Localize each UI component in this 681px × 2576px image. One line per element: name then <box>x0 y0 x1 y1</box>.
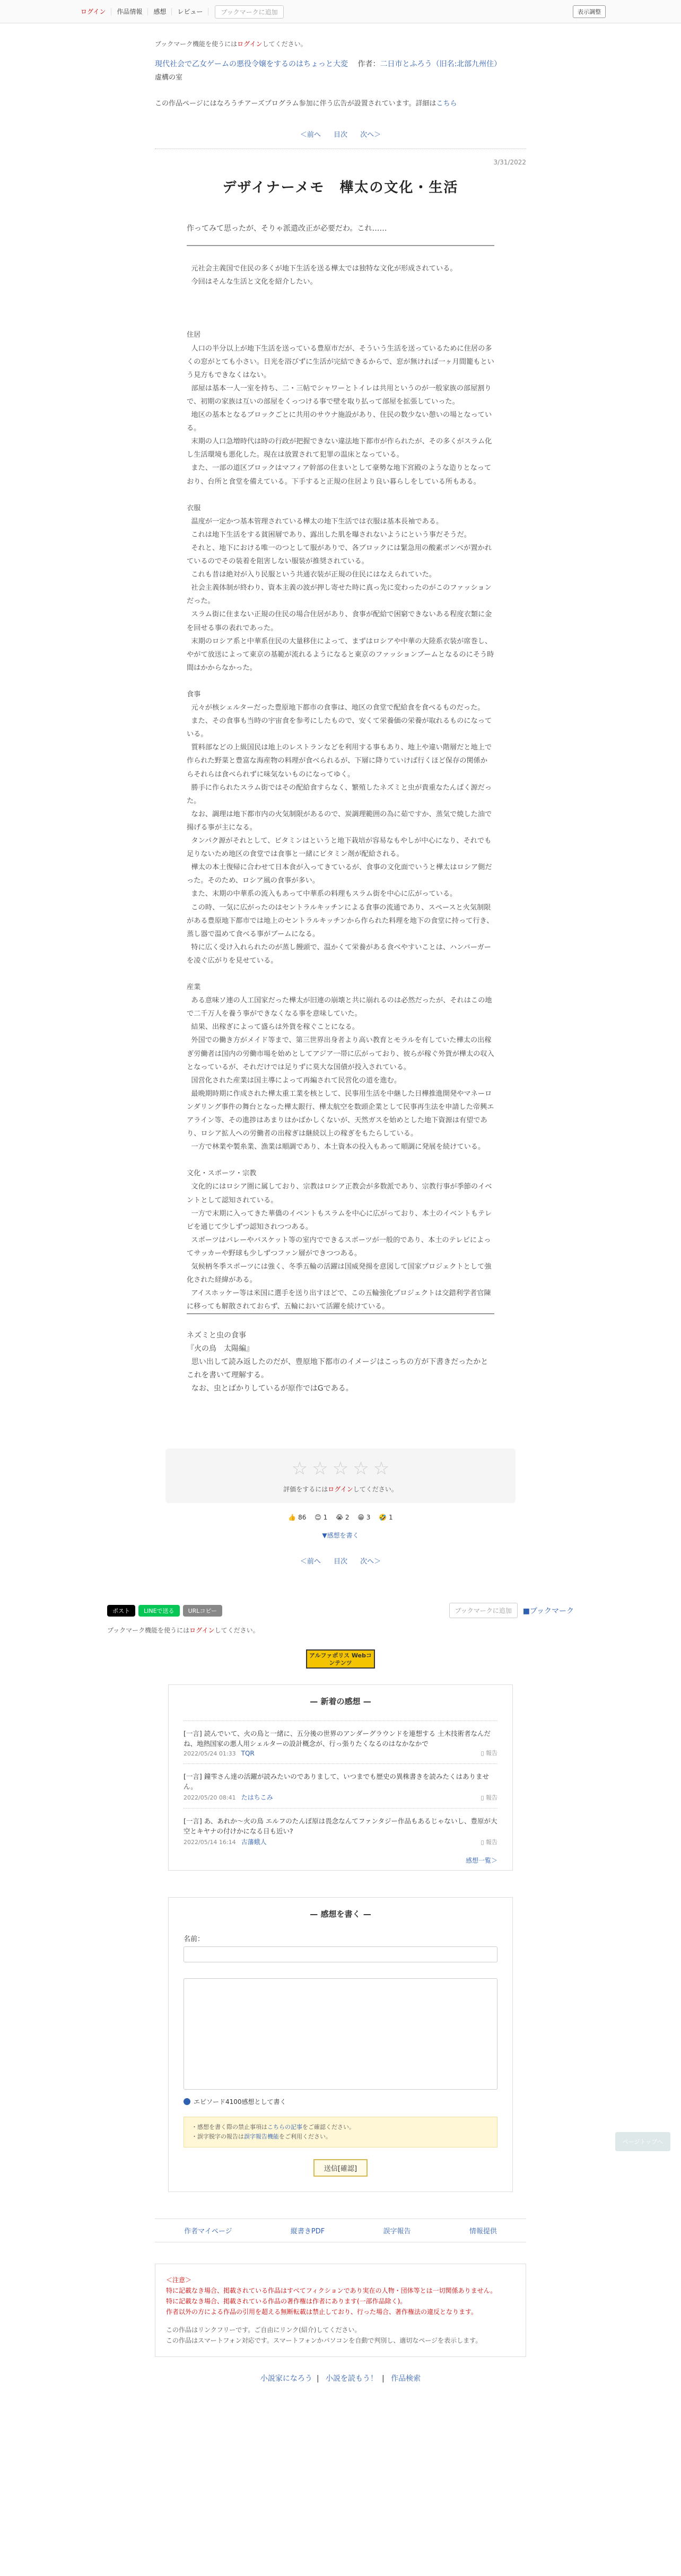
impression-user[interactable]: 古藩蛾人 <box>241 1838 267 1846</box>
reaction-smile[interactable] <box>315 1514 327 1521</box>
alphapolis-logo[interactable]: アルファポリス Webコンテンツ <box>306 1649 375 1669</box>
bookmark-note-text-end: してください。 <box>262 40 307 48</box>
impression-item <box>184 1808 497 1853</box>
author-link[interactable]: 二日市とふろう（旧名:北部九州住） <box>380 60 502 68</box>
work-title-row <box>155 59 526 69</box>
episode-check[interactable] <box>184 2097 497 2106</box>
pager-top <box>155 129 526 139</box>
bookmark-link[interactable]: ■ブックマーク <box>522 1606 574 1616</box>
search-link[interactable]: 作品検索 <box>391 2374 421 2383</box>
episode-check-label: エピソード4100感想として書く <box>194 2098 286 2106</box>
reaction-count: 86 <box>298 1514 307 1522</box>
impression-meta <box>184 1793 497 1802</box>
chapter-title: デザイナーメモ 樺太の文化・生活 <box>222 180 459 196</box>
bottom-links: 小説家になろう | 小説を読もう！ | 作品検索 <box>260 2374 421 2383</box>
cry-icon: 😭 <box>336 1514 344 1522</box>
latest-impressions-title: — 新着の感想 — <box>310 1697 371 1707</box>
reaction-count: 2 <box>345 1514 350 1522</box>
rules-link[interactable]: こちらの記事 <box>267 2124 302 2131</box>
toc-link[interactable]: 目次 <box>333 131 347 139</box>
impression-meta <box>184 1837 497 1846</box>
episode-body: 元社会主義国で住民の多くが地下生活を送る樺太では独特な文化が形成されている。 今回はそんな生活と文化を紹介したい。 住居 人口の半分以上が地下生活を送っている豊原市だが、そういう生活を送っているために住居の多くの窓がとても小さい。日光を浴びずに生活が完結できるからで、窓が無ければ一ヶ月間籠もという見方もできなくはない。 部屋は基本一人一室を持ち、二・三帖でシャワーとトイレは共用というのが一般家族の部屋割りで、初期の家族は互いの部屋をくっつける事で壁を取り払って部屋を拡張していった。 地区の基本となるブロックごとに共用のサウナ施設があり、住民の数少ない憩いの場となっている。 末期の人口急増時代は時の行政が把握できない違法地下都市が作られたが、その多くがスラム化し生活環境も悪化した。現在は放置されて犯罪の温床となっている。 また、一部の道区ブロックはマフィア幹部の住まいとして豪勢な地下宮殿のような造りとなっており、台所と食堂を備えている。下手すると正規の住居より良い暮らしをしている所もある。 衣服 温度が一定かつ基本管理されている樺太の地下生活では衣服は基本長袖である。 これは地下生活をする貧困層であり、露出した肌を曝されないようにという事だそうだ。 それと、地下における唯一のつとして服がありで、各ブロックには緊急用の酸素ボンベが置かれているのでその装着を阻害しない服装が推奨されている。 これも昔は絶対が入り民服という共通衣装が正規の住民にはなえられていた。 社会主義体制が終わり、資本主義の波が押し寄せた時に真っ先に変わったのがこのファッションだった。 スラム街に住まない正規の住民の場合住居があり、食事が配給で困窮できないある程度衣類に金を回せる事の表れであった。 末期のロシア系と中華系住民の大量移住によって、まずはロシアや中華の大陸系衣装が席巻し、やがて放送によって東京の基範が流れるようになると東京のファッションブームとなるのにそう時間はかからなかった。 食事 元々が核シェルターだった豊原地下都市の食事は、地区の食堂で配給食を食べるものだった。 また、その食事も当時の宇宙食を参考にしたもので、安くて栄養価の栄養が取れるものになっている。 質料部などの上級国民は地上のレストランなどを利用する事もあり、地上や違い階層だと地上で作られた野菜と豊富な海産物の料理が食べられるが、下層に降りていけば行くほど保存の関係からそれらは食べられずに味気ないものになってゆく。 勝手に作られたスラム街ではその配給食すらなく、繁殖したネズミと虫が貴重なたんぱく源だった。 なお、調理は地下都市内の火気制限があるので、炭調理範囲の為に茹ですか、蒸気で焼した油で揚げる事が主になる。 タンパク源がそれとして、ビタミンはというと地下栽培が容易なもやしが中心になり、それでも足りないため地区の食堂では食事と一緒にビタミン剤が配給される。 樺太の本土復帰に合わせて日本食が入ってきているが、食事の文化面でいうと樺太はロシア側だった。そのため、ロシア風の食事が多い。 また、末期の中華系の流入もあって中華系の料理もスラム街を中心に広がっている。 この時、一気に広がったのはセントラルキッチンによる食事の流通であり、スペースと火気制限がある豊原地下都市では地上のセントラルキッチンから作られた料理を地下の食堂に持って行き、蒸し器で温めて食べる事がブームになる。 特に広く受け入れられたのが蒸し饅頭で、温かくて栄養がある食べやすいことは、ハンバーガーを凌ぐ広がりを見せている。 産業 ある意味ソ連の人工国家だった樺太が旧連の崩壊と共に崩れるのは必然だったが、それはこの地で二千万人を養う事ができなくなる事を意味していた。 結果、出稼ぎによって盛らは外貨を稼ぐことになる。 外国での働き方がメイド等まで、第三世界出身者より高い教育とモラルを有していた樺太の出稼ぎ労働者は国内の労働市場を始めとしてアジア一帯に広がっており、彼らが稼ぐ外貨が樺太の収入となっているが、それだけでは足りずに莫大な国債が投入されている。 国営化された産業は国主導によって再編されて民営化の道を進む。 最晩期時期に作成された樺太重工業を核として、民事用生活を中継した日樺推進開発やマネーロンダリング事件の舞台となった樺太銀行、樺太航空を数頭企業として民事再生法を申請した帝興エアライン等、その進捗はあまりはかばかしくないが、天然ガスを始めとした地下資源は有望であり、ロシア拡人への労働者の出稼ぎは継続以上の稼ぎをもたらしている。 一方で林業や製糸業、漁業は順調であり、本土資本の投入もあって順調に発展を続けている。 文化・スポーツ・宗教 文化的にはロシア圏に属しており、宗教はロシア正教会が多数派であり、宗教行事が季節のイベントとして認知されている。 一方で末期に入ってきた華僑のイベントもスラムを中心に広がっており、本土のイベントもテレビを通じて少しずつ認知されつつある。 スポーツはバレーやバスケット等の室内でできるスポーツが一般的であり、本土のテレビによってサッカーや野球も少しずつファン層ができつつある。 気候柄冬季スポーツには強く、冬季五輪の活躍は国威発揚を意図して国家プロジェクトとして強化された経緯がある。 アイスホッケー等は米国に選手を送り出すほどで、この五輪強化プロジェクトは交錯利学者官陳に移っても解散されておらず、五輪において活躍を続けている。 <box>187 265 494 1311</box>
impression-textarea[interactable] <box>184 1978 497 2090</box>
page-top-button[interactable]: ページトップへ <box>615 2132 670 2151</box>
checkbox-icon[interactable] <box>184 2098 190 2105</box>
reaction-count: 1 <box>323 1514 328 1522</box>
login-link[interactable]: ログイン <box>75 8 111 15</box>
reaction-count: 3 <box>366 1514 371 1522</box>
preface: 作ってみて思ったが、そりゃ派遣改正が必要だわ。これ…… <box>187 223 494 246</box>
star-icon[interactable]: ☆ <box>312 1458 328 1480</box>
bookmark-note <box>155 39 526 48</box>
caution-line: 特に記載なき場合、掲載されている作品はすべてフィクションであり実在の人物・団体等とは一切関係ありません。 <box>166 2287 497 2295</box>
impression-date: 2022/05/24 01:33 <box>184 1750 236 1758</box>
prev-link[interactable]: ＜前へ <box>300 131 321 139</box>
footer-links <box>155 2219 526 2242</box>
impression-text[interactable]: [一言] 鐘雫さん達の活躍が読みたいのでありまして、いつまでも歴史の異株書きを読みたくはありません。 <box>184 1772 489 1791</box>
bookmark-add-button[interactable]: ブックマークに追加 <box>449 1603 518 1618</box>
name-input[interactable] <box>184 1946 497 1962</box>
reaction-count: 1 <box>388 1514 393 1522</box>
info-provide-link[interactable]: 情報提供 <box>469 2228 497 2236</box>
thumbs-up-icon: 👍 <box>288 1514 296 1522</box>
typo-report-link[interactable]: 誤字報告 <box>383 2228 411 2236</box>
rating-note <box>165 1485 516 1494</box>
series-name: 虚構の室 <box>155 74 183 82</box>
impression-text[interactable]: [一言] 読んでいて、火の鳥と一緒に、五分後の世界のアンダーグラウンドを連想する 土木技術者なんだね、地熱国家の悪人用シェルターの設計概念が、行っ張りたくなるのはなかなかで <box>184 1730 491 1748</box>
caution-line: 作者以外の方による作品の引用を超える無断転載は禁止しており、行った場合、著作権法の違反となります。 <box>166 2308 478 2316</box>
impression-user[interactable]: TQR <box>241 1750 255 1758</box>
impression-form-title: — 感想を書く — <box>310 1909 371 1919</box>
write-impression-text[interactable]: ▼感想を書く <box>322 1532 359 1540</box>
main-content <box>155 39 526 1566</box>
grin-icon: 😁 <box>357 1514 364 1522</box>
notice-text: ・感想を書く際の禁止事項は <box>191 2124 267 2131</box>
impressions-list-link[interactable]: 感想一覧＞ <box>465 1857 497 1865</box>
bookmark-login-link[interactable]: ログイン <box>189 1627 215 1635</box>
alphapolis-banner[interactable] <box>0 1649 681 1669</box>
yomou-link[interactable]: 小説を読もう！ <box>326 2374 378 2383</box>
share-line-button[interactable]: LINEで送る <box>138 1605 180 1617</box>
caution-box <box>155 2264 526 2357</box>
bookmark-login-link[interactable]: ログイン <box>237 40 263 48</box>
star-icon[interactable]: ☆ <box>332 1458 349 1480</box>
reaction-good[interactable] <box>288 1514 306 1521</box>
next-link[interactable]: 次へ＞ <box>360 131 381 139</box>
ad-note-text: この作品ページにはなろうチアーズプログラム参加に伴う広告が設置されています。詳細は <box>155 100 436 108</box>
reaction-laugh[interactable] <box>379 1514 392 1521</box>
bookmark-note-bottom <box>107 1626 574 1635</box>
report-button[interactable]: ▯ 報告 <box>481 1794 497 1802</box>
rating-note-text-end: してください。 <box>353 1486 398 1494</box>
impression-form <box>168 1897 513 2192</box>
episode-date: 3/31/2022 <box>493 159 526 166</box>
impression-meta <box>184 1750 497 1757</box>
caution-title: ＜注意＞ <box>166 2276 192 2284</box>
notice-text-end: をご確認ください。 <box>302 2124 355 2131</box>
ad-note <box>155 98 526 108</box>
prev-link[interactable]: ＜前へ <box>300 1558 321 1566</box>
caution-line: この作品はリンクフリーです。ご自由にリンク(紹介)してください。 <box>166 2326 361 2334</box>
rating-stars[interactable] <box>165 1458 516 1479</box>
impressions-link[interactable]: 感想 <box>148 8 172 15</box>
bookmark-add-button[interactable]: ブックマークに追加 <box>215 5 283 19</box>
ad-note-link[interactable]: こちら <box>436 100 457 108</box>
star-icon[interactable]: ☆ <box>291 1458 308 1480</box>
author-label: 作者： <box>357 60 380 68</box>
reaction-cry[interactable] <box>336 1514 350 1521</box>
reaction-grin[interactable] <box>357 1514 370 1521</box>
bookmark-link-text: ブックマーク <box>529 1606 574 1616</box>
work-title-link[interactable]: 現代社会で乙女ゲームの悪役令嬢をするのはちょっと大変 <box>155 60 348 68</box>
bookmark-note-text: ブックマーク機能を使うには <box>155 40 238 48</box>
notice-text-end: をご利用ください。 <box>279 2133 331 2141</box>
typo-report-link[interactable]: 誤字報告機能 <box>244 2133 279 2141</box>
notice-text: ・誤字脱字の報告は <box>191 2133 244 2141</box>
smile-icon: 😊 <box>315 1514 321 1522</box>
author-mypage-link[interactable]: 作者マイページ <box>184 2228 232 2236</box>
name-label: 名前： <box>184 1935 205 1944</box>
star-icon[interactable]: ☆ <box>353 1458 369 1480</box>
afterword: ネズミと虫の食事 『火の鳥 太陽編』 思い出して読み返したのだが、豊原地下都市のイメージはこっちの方が下書きだったかとこれを書いて理解する。 なお、虫とばかりしているが原作ではGである。 <box>187 1313 494 1395</box>
display-settings-button[interactable]: 表示調整 <box>573 5 606 18</box>
rating-box <box>165 1448 516 1503</box>
bookmark-note-text: ブックマーク機能を使うには <box>107 1627 190 1635</box>
impression-text[interactable]: [一言] あ、あれか〜火の鳥 エルフのたんぽ原は畏念なんてファンタジー作品もあるじゃないし、豊原が大空とキヤナの付けかになる日も近い? <box>184 1817 497 1836</box>
pager-bottom <box>155 1556 526 1566</box>
impression-date: 2022/05/14 16:14 <box>184 1839 236 1846</box>
copy-url-button[interactable]: URLコピー <box>183 1605 222 1617</box>
form-notice <box>184 2117 497 2147</box>
site-top-link[interactable]: 小説家になろう <box>260 2374 312 2383</box>
report-button[interactable]: ▯ 報告 <box>481 1839 497 1846</box>
vertical-pdf-link[interactable]: 縦書きPDF <box>290 2228 325 2236</box>
impression-date: 2022/05/20 08:41 <box>184 1794 236 1802</box>
submit-button[interactable]: 送信[確認] <box>313 2159 368 2177</box>
share-bar <box>107 1603 574 1618</box>
impressions-more <box>184 1856 497 1865</box>
caution-line: 特に記載なき場合、掲載されている作品の著作権は作者にあります(一部作品除く)。 <box>166 2298 407 2306</box>
share-x-button[interactable]: ポスト <box>107 1605 135 1617</box>
impression-item <box>184 1763 497 1808</box>
submit-area <box>184 2159 497 2177</box>
next-link[interactable]: 次へ＞ <box>360 1558 381 1566</box>
header <box>0 0 681 23</box>
report-button[interactable]: ▯ 報告 <box>481 1750 497 1757</box>
latest-impressions <box>168 1684 513 1871</box>
bookmark-note-text-end: してください。 <box>214 1627 259 1635</box>
rating-login-link[interactable]: ログイン <box>328 1486 353 1494</box>
impression-item <box>184 1721 497 1763</box>
work-info-link[interactable]: 作品情報 <box>111 8 148 15</box>
write-impression-link[interactable] <box>155 1531 526 1540</box>
star-icon[interactable]: ☆ <box>373 1458 390 1480</box>
rating-note-text: 評価をするには <box>283 1486 328 1494</box>
caution-line: この作品はスマートフォン対応です。スマートフォンかパソコンを自動で判別し、適切なページを表示します。 <box>166 2337 482 2345</box>
review-link[interactable]: レビュー <box>172 8 208 15</box>
laugh-icon: 🤣 <box>379 1514 387 1522</box>
toc-link[interactable]: 目次 <box>333 1558 347 1566</box>
impression-user[interactable]: たはちこみ <box>241 1794 273 1802</box>
reactions <box>155 1514 526 1521</box>
